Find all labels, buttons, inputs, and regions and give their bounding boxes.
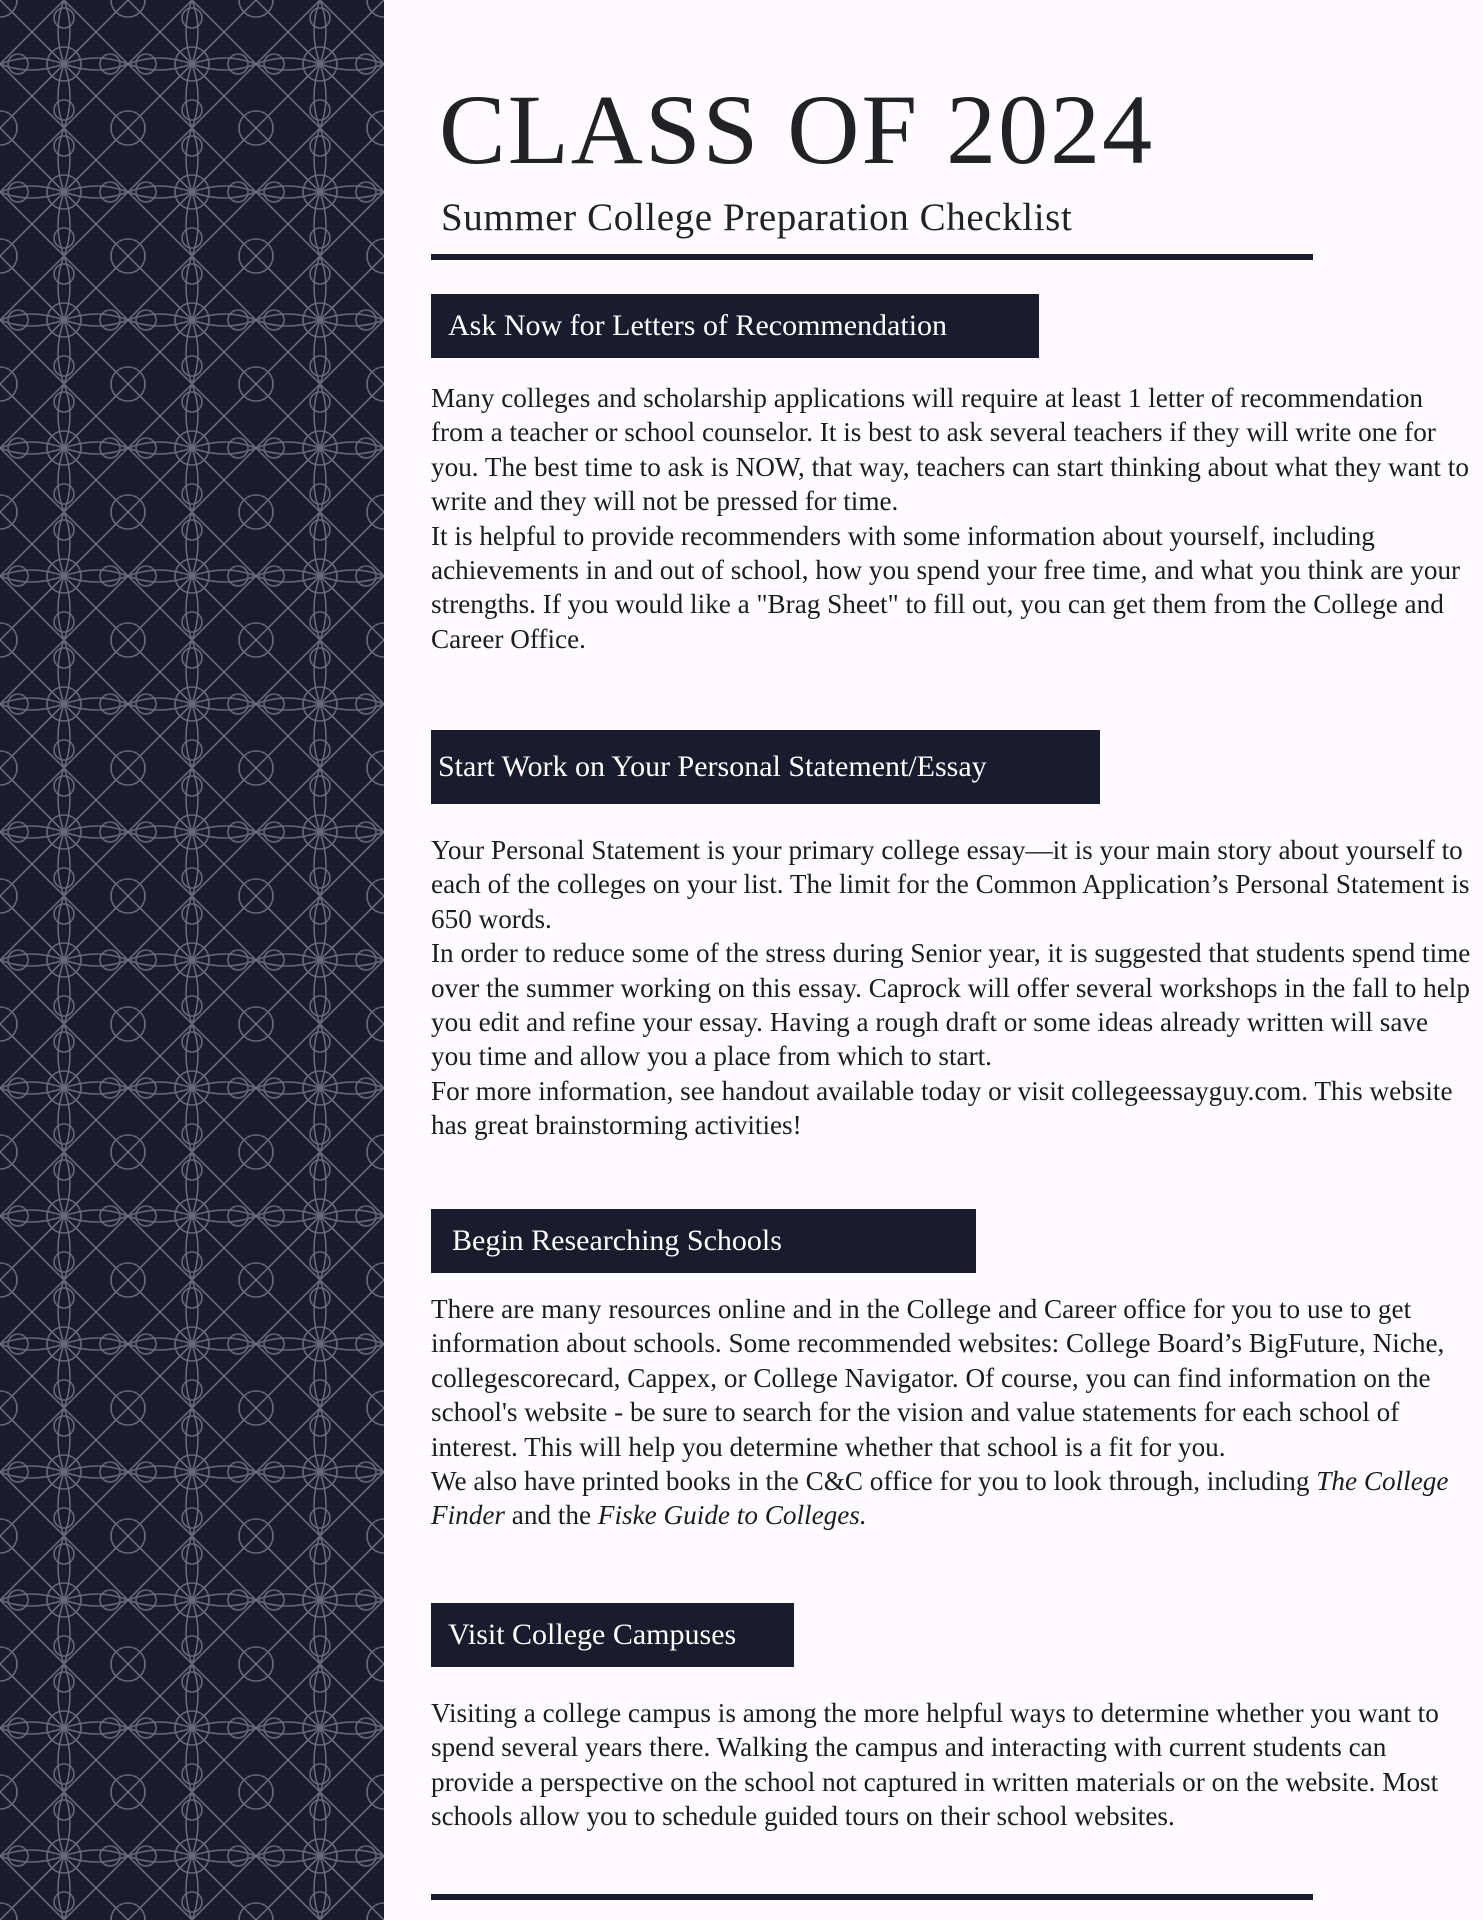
paragraph: Visiting a college campus is among the more helpful ways to determine whether you want to spend several years there. Walking the campus and interacting with current students can provide a perspective on the school not captured in written materials or on the website. Most schools allow you to schedule guided tours on their school websites. [431, 1698, 1439, 1832]
section-body-visit-campuses [431, 1696, 1471, 1834]
section-body-personal-statement [431, 833, 1471, 1143]
book-title-fiske-guide: Fiske Guide to Colleges. [597, 1500, 867, 1531]
main-content [431, 0, 1471, 1920]
paragraph: Many colleges and scholarship applications will require at least 1 letter of recommendation from a teacher or school counselor. It is best to ask several teachers if they will write one for you. The best time to ask is NOW, that way, teachers can start thinking about what they want to write and they will not be pressed for time. [431, 383, 1469, 517]
page-title: CLASS OF 2024 [439, 74, 1155, 185]
section-heading-recommendation: Ask Now for Letters of Recommendation [431, 294, 1039, 358]
paragraph: In order to reduce some of the stress during Senior year, it is suggested that students spend time over the summer working on this essay. Caprock will offer several workshops in the fall to help you edit and refine your essay. Having a rough draft or some ideas already written will save you time and allow you a place from which to start. [431, 938, 1471, 1072]
paragraph-books [431, 1464, 1471, 1533]
section-heading-visit-campuses: Visit College Campuses [431, 1603, 794, 1667]
paragraph: It is helpful to provide recommenders with some information about yourself, including achievements in and out of school, how you spend your free time, and what you think are your strengths. If you would like a "Brag Sheet" to fill out, you can get them from the College and Career Office. [431, 520, 1461, 654]
paragraph: Your Personal Statement is your primary college essay—it is your main story about yourself to each of the colleges on your list. The limit for the Common Application’s Personal Statement is 650 words. [431, 835, 1470, 934]
paragraph: There are many resources online and in the College and Career office for you to use to get information about schools. Some recommended websites: College Board’s BigFuture, Niche, collegescorecard, Cappex, or College Navigator. Of course, you can find information on the school's website - be sure to search for the vision and value statements for each school of interest. This will help you determine whether that school is a fit for you. [431, 1294, 1445, 1462]
geometric-pattern [0, 0, 384, 1920]
text-fragment: We also have printed books in the C&C office for you to look through, including [431, 1466, 1317, 1497]
decorative-sidebar [0, 0, 384, 1920]
bottom-divider [431, 1894, 1313, 1900]
section-heading-research-schools: Begin Researching Schools [431, 1209, 976, 1273]
section-heading-personal-statement: Start Work on Your Personal Statement/Essay [431, 730, 1100, 804]
book-title-college-finder: The College Finder [431, 1466, 1449, 1531]
section-body-research-schools [431, 1292, 1471, 1533]
top-divider [431, 254, 1313, 260]
paragraph: For more information, see handout available today or visit collegeessayguy.com. This website has great brainstorming activities! [431, 1075, 1453, 1141]
text-fragment: and the [505, 1500, 598, 1531]
page-subtitle: Summer College Preparation Checklist [441, 196, 1073, 239]
section-body-recommendation [431, 381, 1471, 656]
